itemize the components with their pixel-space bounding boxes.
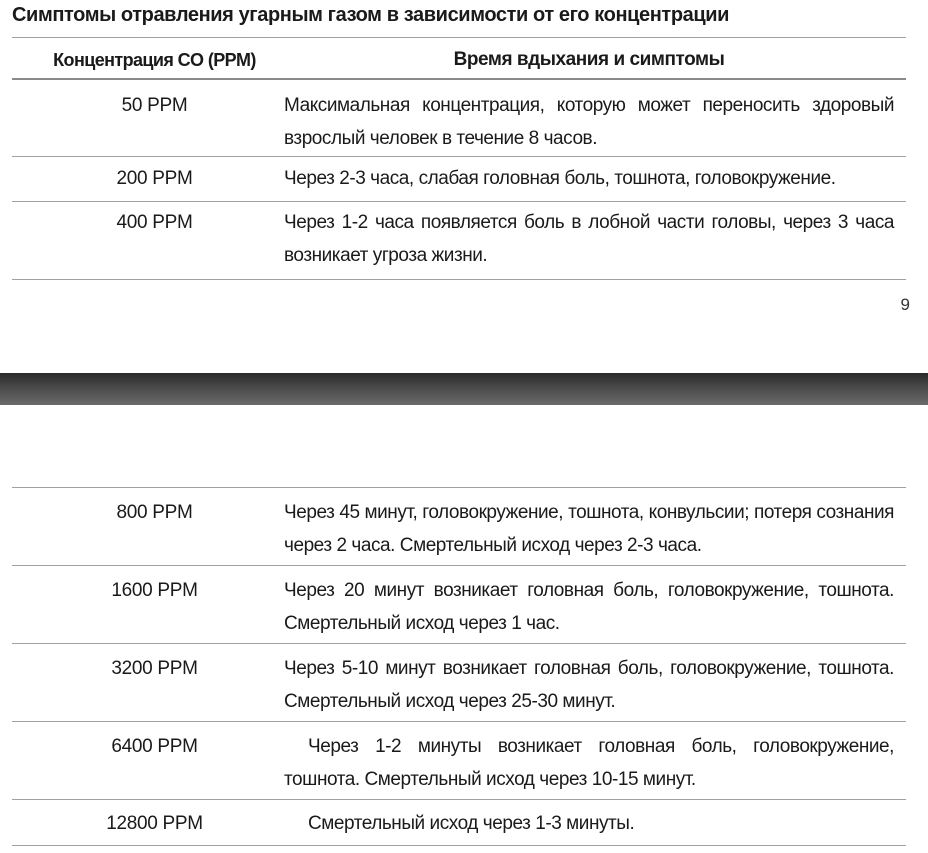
row-symptoms: Через 45 минут, головокружение, тошнота, конвульсии; потеря сознания через 2 часа. Смертельный исход через 2-3 часа. [284,502,894,556]
table-row [12,644,906,722]
table-header-row [12,38,906,80]
row-symptoms: Через 1-2 минуты возникает головная боль, головокружение, тошнота. Смертельный исход через 10-15 минут. [284,736,894,790]
row-concentration: 3200 PPM [111,658,198,679]
row-symptoms: Смертельный исход через 1-3 минуты. [308,813,635,834]
row-concentration: 400 PPM [116,212,193,233]
row-concentration: 50 PPM [121,95,188,116]
header-concentration: Концентрация CO (PPM) [53,50,256,70]
row-concentration: 6400 PPM [111,736,198,757]
table-row [12,157,906,202]
row-concentration: 1600 PPM [111,580,198,601]
row-symptoms: Через 20 минут возникает головная боль, головокружение, тошнота. Смертельный исход через 1 час. [284,580,894,634]
symptoms-table-top [12,37,906,280]
header-symptoms: Время вдыхания и симптомы [453,49,725,70]
table-row [12,566,906,644]
table-row [12,800,906,846]
row-symptoms: Максимальная концентрация, которую может переносить здоровый взрослый человек в течение 8 часов. [284,95,894,149]
page-title: Симптомы отравления угарным газом в зависимости от его концентрации [12,4,730,26]
table-row [12,80,906,157]
row-concentration: 200 PPM [116,168,193,189]
row-concentration: 12800 PPM [106,813,203,834]
row-symptoms: Через 5-10 минут возникает головная боль, головокружение, тошнота. Смертельный исход через 25-30 минут. [284,658,894,712]
row-symptoms: Через 2-3 часа, слабая головная боль, тошнота, головокружение. [284,168,836,189]
page-divider-band [0,373,928,405]
page-number: 9 [900,295,910,314]
table-row [12,202,906,280]
table-row [12,722,906,800]
table-row [12,488,906,566]
symptoms-table-bottom [12,487,906,846]
row-symptoms: Через 1-2 часа появляется боль в лобной части головы, через 3 часа возникает угроза жизни. [284,212,894,266]
row-concentration: 800 PPM [116,502,193,523]
